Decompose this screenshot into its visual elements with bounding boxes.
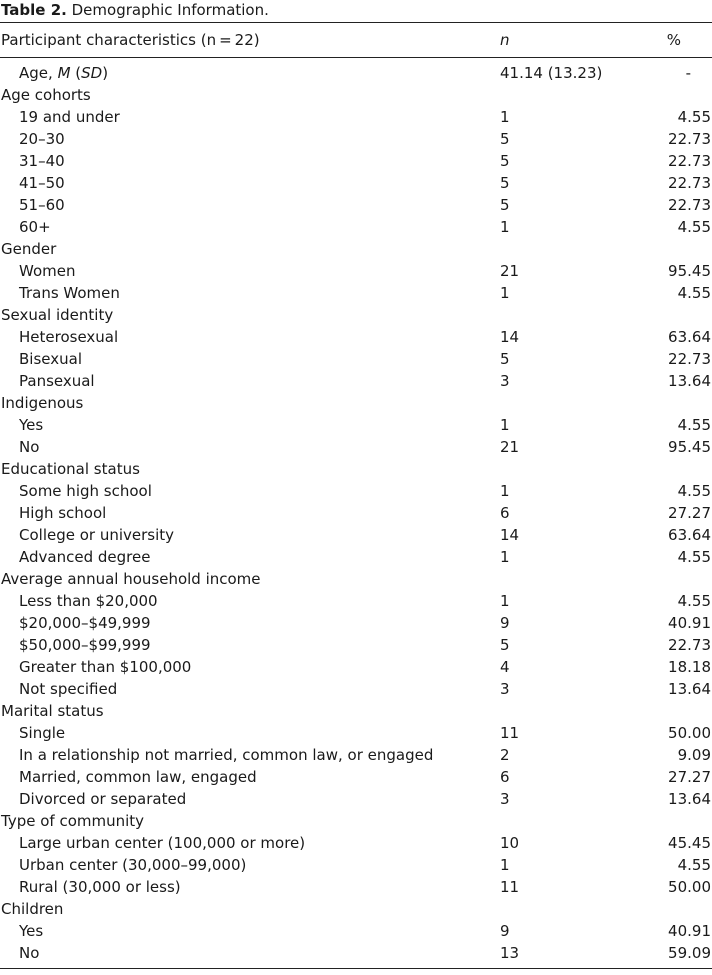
row-percent: 95.45 — [668, 438, 711, 456]
row-n: 21 — [500, 262, 520, 280]
row-n: 1 — [500, 416, 510, 434]
row-n: 1 — [500, 108, 510, 126]
row-percent: 27.27 — [668, 768, 711, 786]
row-percent: 4.55 — [677, 108, 711, 126]
row-label: Yes — [19, 922, 44, 940]
row-n — [500, 84, 640, 106]
row-percent: 63.64 — [668, 526, 711, 544]
row-percent: 22.73 — [668, 350, 711, 368]
row-label: Advanced degree — [19, 548, 151, 566]
row-label: Pansexual — [19, 372, 95, 390]
table-row — [0, 832, 712, 854]
row-percent: 13.64 — [668, 790, 711, 808]
row-label: 41–50 — [19, 174, 65, 192]
table-row — [0, 480, 712, 502]
row-n — [500, 700, 640, 722]
row-n: 1 — [500, 482, 510, 500]
row-n: 1 — [500, 592, 510, 610]
row-label: 60+ — [19, 218, 51, 236]
bottom-rule — [0, 968, 712, 969]
table-title: Demographic Information. — [71, 1, 269, 19]
row-n — [500, 568, 640, 590]
table-row — [0, 172, 712, 194]
row-percent: 59.09 — [668, 944, 711, 962]
table-label: Table 2. — [1, 1, 67, 19]
row-label: Married, common law, engaged — [19, 768, 257, 786]
row-percent: 22.73 — [668, 152, 711, 170]
row-n — [500, 392, 640, 414]
table-row — [0, 590, 712, 612]
row-percent — [640, 898, 711, 920]
row-n — [500, 238, 640, 260]
table-row — [0, 106, 712, 128]
row-label: 51–60 — [19, 196, 65, 214]
row-percent — [640, 238, 711, 260]
row-percent: 95.45 — [668, 262, 711, 280]
row-n: 13 — [500, 944, 520, 962]
row-percent: 18.18 — [668, 658, 711, 676]
row-label: Educational status — [1, 460, 140, 478]
row-percent: 27.27 — [668, 504, 711, 522]
row-n: 4 — [500, 658, 510, 676]
row-percent — [640, 392, 711, 414]
row-label: Bisexual — [19, 350, 82, 368]
table-row — [0, 656, 712, 678]
row-label: Children — [1, 900, 64, 918]
table-row — [0, 414, 712, 436]
row-label: Large urban center (100,000 or more) — [19, 834, 306, 852]
row-percent: 4.55 — [677, 548, 711, 566]
header-characteristics: Participant characteristics (n = 22) — [1, 31, 260, 49]
row-n: 9 — [500, 922, 510, 940]
row-label: Trans Women — [19, 284, 120, 302]
table-row — [0, 678, 712, 700]
row-n: 3 — [500, 680, 510, 698]
row-percent: 63.64 — [668, 328, 711, 346]
table-row — [0, 546, 712, 568]
row-label: High school — [19, 504, 107, 522]
row-percent — [640, 568, 711, 590]
row-n: 10 — [500, 834, 520, 852]
row-percent: 4.55 — [677, 482, 711, 500]
row-percent: 4.55 — [677, 284, 711, 302]
row-percent: - — [685, 64, 691, 82]
row-percent: 22.73 — [668, 636, 711, 654]
table-row — [0, 370, 712, 392]
table-row — [0, 876, 712, 898]
row-percent: 22.73 — [668, 174, 711, 192]
row-n: 6 — [500, 768, 510, 786]
row-label: Age cohorts — [1, 86, 91, 104]
row-n: 5 — [500, 636, 510, 654]
row-n — [500, 810, 640, 832]
row-label: No — [19, 438, 40, 456]
row-n: 11 — [500, 878, 520, 896]
row-n: 3 — [500, 372, 510, 390]
table-row — [0, 260, 712, 282]
row-percent: 40.91 — [668, 922, 711, 940]
table-row — [0, 326, 712, 348]
table-row — [0, 920, 712, 942]
row-label: $50,000–$99,999 — [19, 636, 151, 654]
group-row — [0, 700, 712, 722]
table-row — [0, 612, 712, 634]
row-label: Single — [19, 724, 66, 742]
row-percent: 22.73 — [668, 196, 711, 214]
row-label: Women — [19, 262, 76, 280]
row-n: 5 — [500, 152, 510, 170]
table-row — [0, 194, 712, 216]
row-n: 1 — [500, 548, 510, 566]
row-percent: 4.55 — [677, 592, 711, 610]
group-row — [0, 392, 712, 414]
row-percent: 4.55 — [677, 218, 711, 236]
row-n: 5 — [500, 196, 510, 214]
row-label: Heterosexual — [19, 328, 119, 346]
row-n — [500, 304, 640, 326]
row-n: 1 — [500, 856, 510, 874]
table-row — [0, 854, 712, 876]
row-label: 19 and under — [19, 108, 120, 126]
row-n: 21 — [500, 438, 520, 456]
row-percent — [640, 458, 711, 480]
row-label: Rural (30,000 or less) — [19, 878, 181, 896]
row-percent: 9.09 — [677, 746, 711, 764]
row-label: Yes — [19, 416, 44, 434]
row-percent — [640, 84, 711, 106]
row-label: Sexual identity — [1, 306, 114, 324]
header-n: n — [500, 31, 510, 49]
group-row — [0, 458, 712, 480]
row-n: 5 — [500, 130, 510, 148]
row-n: 2 — [500, 746, 510, 764]
table-row — [0, 722, 712, 744]
header-percent: % — [666, 31, 681, 49]
row-n: 14 — [500, 526, 520, 544]
row-label: No — [19, 944, 40, 962]
row-label: In a relationship not married, common law, or engaged — [19, 746, 434, 764]
table-row — [0, 634, 712, 656]
row-percent: 40.91 — [668, 614, 711, 632]
row-n: 14 — [500, 328, 520, 346]
group-row — [0, 810, 712, 832]
table-row — [0, 436, 712, 458]
table-row — [0, 766, 712, 788]
table-body — [0, 58, 712, 968]
row-percent: 50.00 — [668, 878, 711, 896]
table-row — [0, 788, 712, 810]
row-label: Gender — [1, 240, 57, 258]
table-row — [0, 150, 712, 172]
table-caption — [0, 0, 712, 22]
row-label: $20,000–$49,999 — [19, 614, 151, 632]
row-n: 11 — [500, 724, 520, 742]
table-header — [0, 23, 712, 57]
table-row — [0, 942, 712, 964]
row-n: 5 — [500, 350, 510, 368]
row-label: Divorced or separated — [19, 790, 187, 808]
row-label: Type of community — [1, 812, 145, 830]
table-row — [0, 502, 712, 524]
row-n: 5 — [500, 174, 510, 192]
row-label: Not specified — [19, 680, 118, 698]
row-n — [500, 458, 640, 480]
row-percent — [640, 810, 711, 832]
table-row — [0, 524, 712, 546]
row-label: Indigenous — [1, 394, 84, 412]
group-row — [0, 238, 712, 260]
row-label: Some high school — [19, 482, 152, 500]
row-n: 1 — [500, 218, 510, 236]
row-percent: 4.55 — [677, 856, 711, 874]
group-row — [0, 84, 712, 106]
table-row — [0, 216, 712, 238]
row-label: Average annual household income — [1, 570, 261, 588]
row-percent: 22.73 — [668, 130, 711, 148]
group-row — [0, 898, 712, 920]
table-row — [0, 282, 712, 304]
row-label: 20–30 — [19, 130, 65, 148]
row-n: 6 — [500, 504, 510, 522]
row-label: Greater than $100,000 — [19, 658, 192, 676]
row-n: 41.14 (13.23) — [500, 64, 603, 82]
row-label: College or university — [19, 526, 175, 544]
row-percent — [640, 304, 711, 326]
table-row — [0, 348, 712, 370]
row-label: Urban center (30,000–99,000) — [19, 856, 247, 874]
row-percent: 13.64 — [668, 680, 711, 698]
row-label: Age, M (SD) — [19, 64, 109, 82]
row-label: Less than $20,000 — [19, 592, 158, 610]
group-row — [0, 568, 712, 590]
row-label: Marital status — [1, 702, 104, 720]
row-n: 1 — [500, 284, 510, 302]
row-percent: 13.64 — [668, 372, 711, 390]
row-n: 9 — [500, 614, 510, 632]
row-n — [500, 898, 640, 920]
row-percent — [640, 700, 711, 722]
row-percent: 4.55 — [677, 416, 711, 434]
table-row — [0, 128, 712, 150]
row-percent: 45.45 — [668, 834, 711, 852]
table-row — [0, 744, 712, 766]
row-n: 3 — [500, 790, 510, 808]
group-row — [0, 304, 712, 326]
row-label: 31–40 — [19, 152, 65, 170]
row-percent: 50.00 — [668, 724, 711, 742]
table-row — [0, 62, 712, 84]
